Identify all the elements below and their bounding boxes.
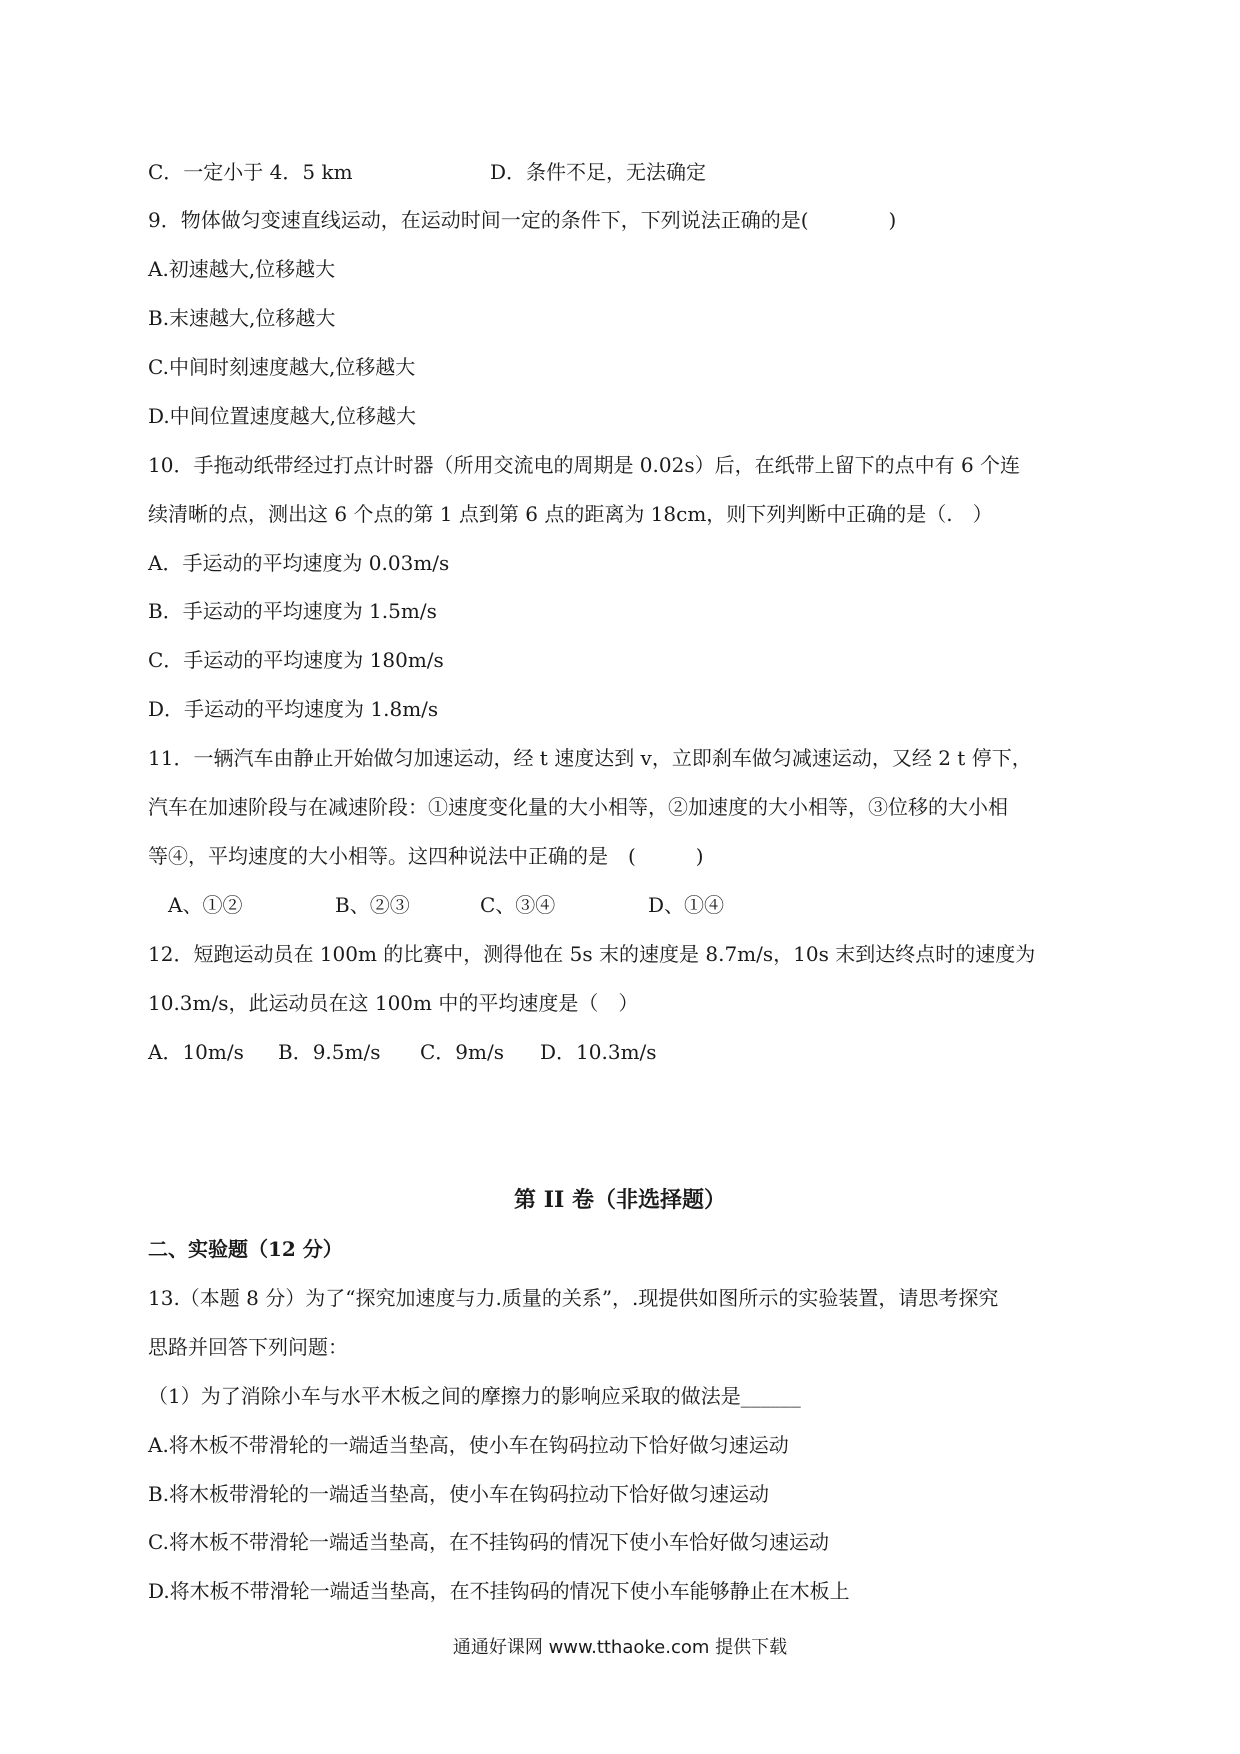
q9-option-d: D.中间位置速度越大,位移越大 [148,404,417,428]
q12-option-b: B．9.5m/s [278,1040,381,1064]
q11-option-c: C、③④ [480,893,556,917]
q9-option-a: A.初速越大,位移越大 [148,257,336,281]
q12-option-c: C．9m/s [420,1040,504,1064]
q10-stem-line2: 续清晰的点，测出这 6 个点的第 1 点到第 6 点的距离为 18cm，则下列判断中正确的是（. ） [148,502,993,526]
q13-stem-line2: 思路并回答下列问题： [148,1335,348,1359]
q11-option-d: D、①④ [648,893,725,917]
q13-option-c: C.将木板不带滑轮一端适当垫高，在不挂钩码的情况下使小车恰好做匀速运动 [148,1530,829,1554]
q12-stem-line2: 10.3m/s，此运动员在这 100m 中的平均速度是（ ） [148,991,639,1015]
q12-option-d: D．10.3m/s [540,1040,657,1064]
part2-title: 第 II 卷（非选择题） [514,1187,726,1213]
q10-option-c: C．手运动的平均速度为 180m/s [148,648,444,672]
q8-option-d: D．条件不足，无法确定 [490,160,707,184]
q8-option-c: C．一定小于 4．5 km [148,160,353,184]
q10-option-d: D．手运动的平均速度为 1.8m/s [148,697,439,721]
q11-option-a: A、①② [168,893,243,917]
footer-watermark: 通通好课网 www.tthaoke.com 提供下载 [452,1637,788,1658]
q10-option-b: B．手运动的平均速度为 1.5m/s [148,599,437,623]
q11-option-b: B、②③ [335,893,410,917]
q10-option-a: A．手运动的平均速度为 0.03m/s [148,551,450,575]
q9-option-b: B.末速越大,位移越大 [148,306,336,330]
q11-stem-line1: 11．一辆汽车由静止开始做匀加速运动，经 t 速度达到 v，立即刹车做匀减速运动，又经 2 t 停下， [148,746,1032,770]
q13-option-b: B.将木板带滑轮的一端适当垫高，使小车在钩码拉动下恰好做匀速运动 [148,1482,770,1506]
q13-stem-line1: 13.（本题 8 分）为了“探究加速度与力.质量的关系”，.现提供如图所示的实验装置，请思考探究 [148,1286,999,1310]
q12-option-a: A．10m/s [148,1040,244,1064]
q11-stem-line2: 汽车在加速阶段与在减速阶段：①速度变化量的大小相等，②加速度的大小相等，③位移的大小相 [148,795,1008,819]
q13-option-d: D.将木板不带滑轮一端适当垫高，在不挂钩码的情况下使小车能够静止在木板上 [148,1579,850,1603]
q13-option-a: A.将木板不带滑轮的一端适当垫高，使小车在钩码拉动下恰好做匀速运动 [148,1433,789,1457]
q13-sub1: （1）为了消除小车与水平木板之间的摩擦力的影响应采取的做法是______ [148,1384,801,1408]
q9-stem: 9．物体做匀变速直线运动，在运动时间一定的条件下，下列说法正确的是( ) [148,208,897,232]
section-title: 二、实验题（12 分） [148,1237,343,1261]
q10-stem-line1: 10．手拖动纸带经过打点计时器（所用交流电的周期是 0.02s）后，在纸带上留下的点中有 6 个连 [148,453,1021,477]
q9-option-c: C.中间时刻速度越大,位移越大 [148,355,416,379]
q12-stem-line1: 12．短跑运动员在 100m 的比赛中，测得他在 5s 末的速度是 8.7m/s，10s 末到达终点时的速度为 [148,942,1036,966]
q11-stem-line3: 等④，平均速度的大小相等。这四种说法中正确的是 ( ) [148,844,704,868]
